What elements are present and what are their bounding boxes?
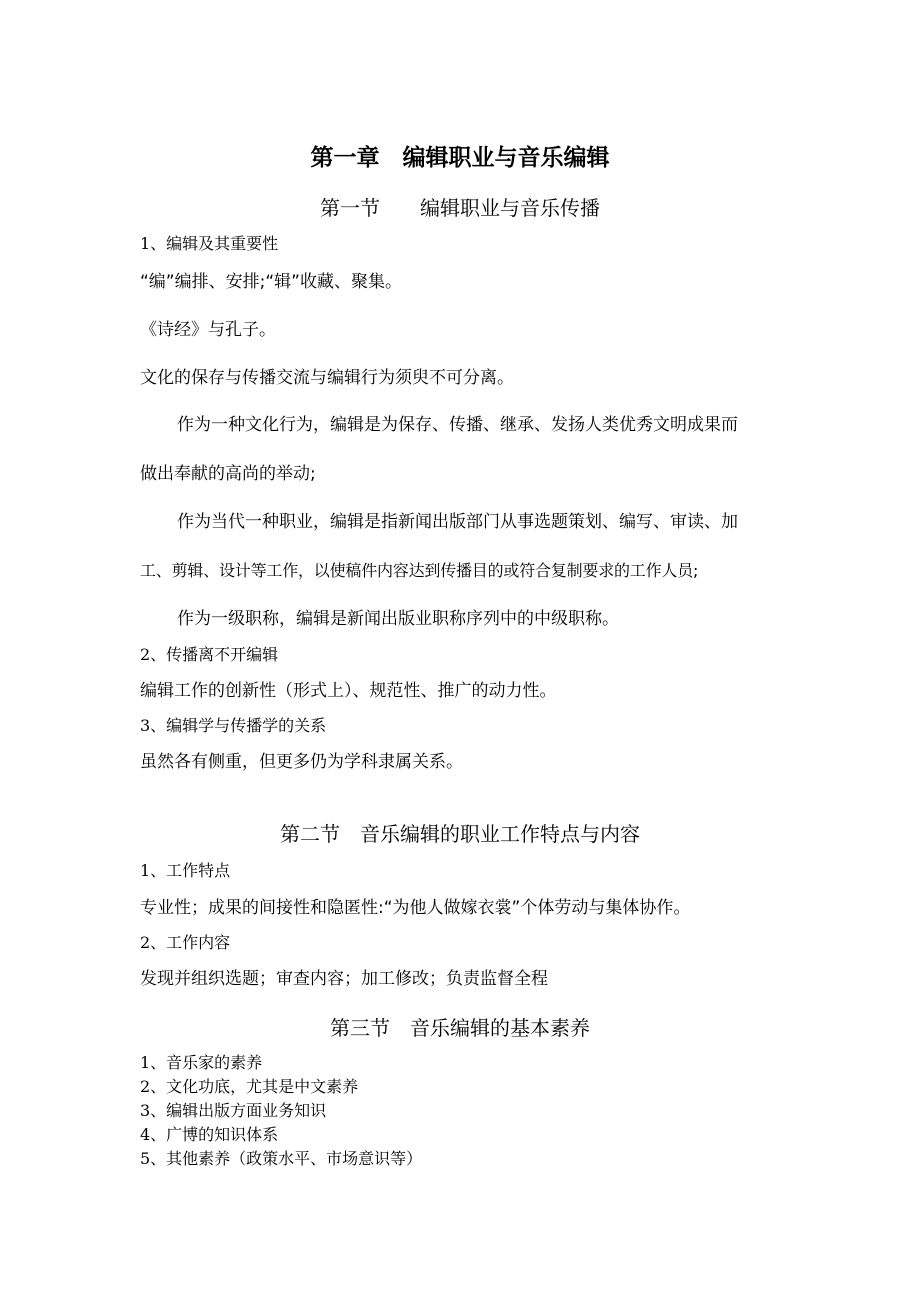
- list-item: 1、音乐家的素养: [140, 1053, 263, 1072]
- section-2-item-1-heading: 1、工作特点: [140, 861, 231, 880]
- paragraph-line: 文化的保存与传播交流与编辑行为须臾不可分离。: [140, 368, 514, 388]
- paragraph-line: 作为一种文化行为，编辑是为保存、传播、继承、发扬人类优秀文明成果而: [177, 415, 738, 435]
- list-item: 3、编辑出版方面业务知识: [140, 1101, 327, 1120]
- section-1-item-1-heading: 1、编辑及其重要性: [140, 234, 279, 253]
- list-item: 2、文化功底，尤其是中文素养: [140, 1077, 359, 1096]
- section-1-title: 第一节 编辑职业与音乐传播: [320, 196, 600, 220]
- paragraph-line: 编辑工作的创新性（形式上）、规范性、推广的动力性。: [140, 681, 557, 701]
- paragraph-line: 专业性；成果的间接性和隐匿性:“为他人做嫁衣裳”个体劳动与集体协作。: [140, 898, 691, 918]
- paragraph-line: “编”编排、安排;“辑”收藏、聚集。: [140, 272, 402, 292]
- section-1-item-3-heading: 3、编辑学与传播学的关系: [140, 716, 327, 735]
- section-2-title: 第二节 音乐编辑的职业工作特点与内容: [280, 822, 640, 846]
- paragraph-line: 作为一级职称，编辑是新闻出版业职称序列中的中级职称。: [177, 609, 619, 629]
- paragraph-line: 做出奉献的高尚的举动;: [140, 464, 316, 484]
- paragraph-line: 虽然各有侧重，但更多仍为学科隶属关系。: [140, 752, 463, 772]
- paragraph-line: 作为当代一种职业，编辑是指新闻出版部门从事选题策划、编写、审读、加: [177, 512, 738, 532]
- paragraph-line: 工、剪辑、设计等工作，以使稿件内容达到传播目的或符合复制要求的工作人员;: [140, 561, 699, 580]
- chapter-title: 第一章 编辑职业与音乐编辑: [310, 145, 610, 171]
- list-item: 4、广博的知识体系: [140, 1125, 279, 1144]
- section-1-item-2-heading: 2、传播离不开编辑: [140, 645, 279, 664]
- section-3-title: 第三节 音乐编辑的基本素养: [330, 1016, 590, 1040]
- paragraph-line: 《诗经》与孔子。: [140, 320, 276, 340]
- paragraph-line: 发现并组织选题；审查内容；加工修改；负责监督全程: [140, 969, 548, 989]
- list-item: 5、其他素养（政策水平、市场意识等）: [140, 1149, 423, 1168]
- section-2-item-2-heading: 2、工作内容: [140, 933, 231, 952]
